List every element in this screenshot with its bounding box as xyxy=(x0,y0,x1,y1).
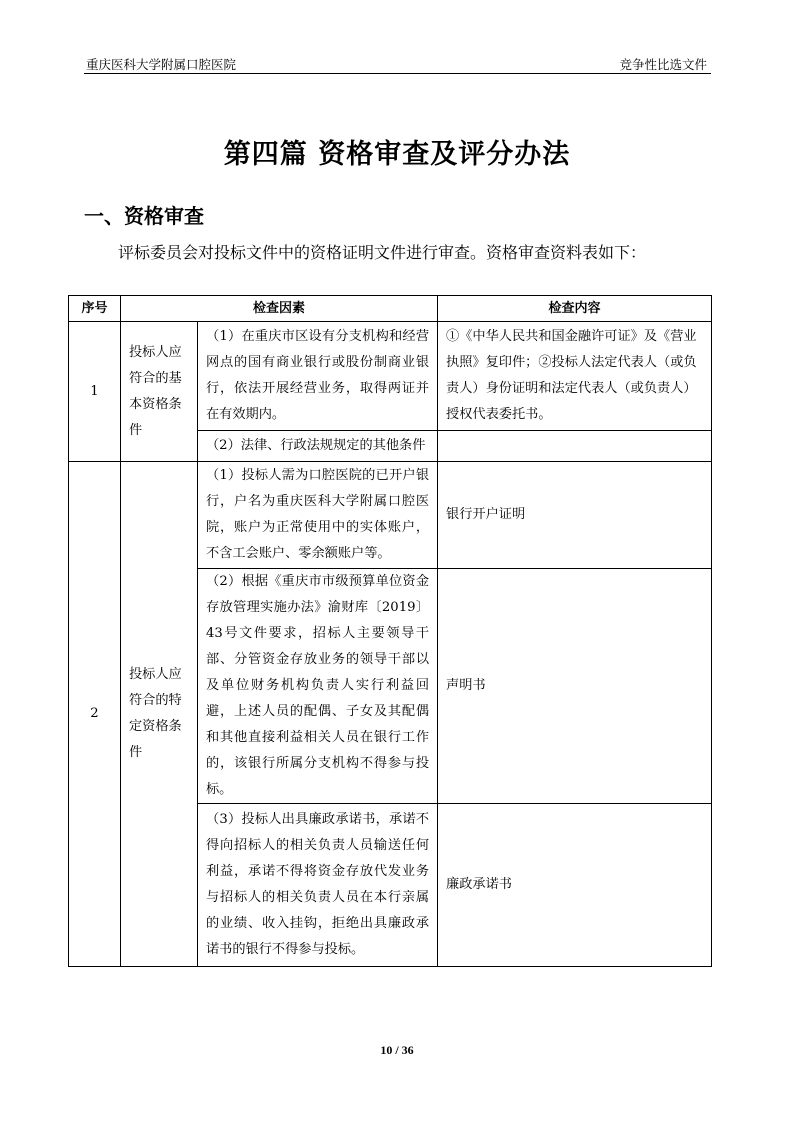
header-factor: 检查因素 xyxy=(121,296,438,322)
row-condition: （1）投标人需为口腔医院的已开户银行，户名为重庆医科大学附属口腔医院，账户为正常使用中的实体账户，不含工会账户、零余额账户等。 xyxy=(198,462,438,569)
row-content: 声明书 xyxy=(438,569,712,804)
qualification-table xyxy=(68,295,712,967)
header-doc-type: 竞争性比选文件 xyxy=(619,57,707,72)
row-condition: （1）在重庆市区设有分支机构和经营网点的国有商业银行或股份制商业银行，依法开展经营业务，取得两证并在有效期内。 xyxy=(198,322,438,431)
row-seq: 2 xyxy=(69,462,121,967)
page-title: 第四篇 资格审查及评分办法 xyxy=(223,139,571,170)
header-content: 检查内容 xyxy=(438,296,712,322)
page-number: 10 / 36 xyxy=(380,1043,414,1057)
row-factor: 投标人应符合的特定资格条件 xyxy=(121,462,198,967)
table-row xyxy=(69,322,712,431)
row-content: 廉政承诺书 xyxy=(438,804,712,967)
row-content: ①《中华人民共和国金融许可证》及《营业执照》复印件；②投标人法定代表人（或负责人）身份证明和法定代表人（或负责人）授权代表委托书。 xyxy=(438,322,712,431)
row-condition: （3）投标人出具廉政承诺书，承诺不得向招标人的相关负责人员输送任何利益，承诺不得将资金存放代发业务与招标人的相关负责人员在本行亲属的业绩、收入挂钩，拒绝出具廉政承诺书的银行不得参与投标。 xyxy=(198,804,438,967)
row-factor: 投标人应符合的基本资格条件 xyxy=(121,322,198,462)
section-heading: 一、资格审查 xyxy=(84,204,204,228)
header-institution: 重庆医科大学附属口腔医院 xyxy=(86,57,237,72)
row-seq: 1 xyxy=(69,322,121,462)
row-content: 银行开户证明 xyxy=(438,462,712,569)
table-row xyxy=(69,462,712,569)
header-rule xyxy=(84,73,711,74)
table-header-row xyxy=(69,296,712,322)
row-content xyxy=(438,431,712,462)
intro-paragraph: 评标委员会对投标文件中的资格证明文件进行审查。资格审查资料表如下： xyxy=(118,243,647,262)
row-condition: （2）根据《重庆市市级预算单位资金存放管理实施办法》渝财库〔2019〕43号文件要求，招标人主要领导干部、分管资金存放业务的领导干部以及单位财务机构负责人实行利益回避，上述人员的配偶、子女及其配偶和其他直接利益相关人员在银行工作的，该银行所属分支机构不得参与投标。 xyxy=(198,569,438,804)
row-condition: （2）法律、行政法规规定的其他条件 xyxy=(198,431,438,462)
header-seq: 序号 xyxy=(69,296,121,322)
